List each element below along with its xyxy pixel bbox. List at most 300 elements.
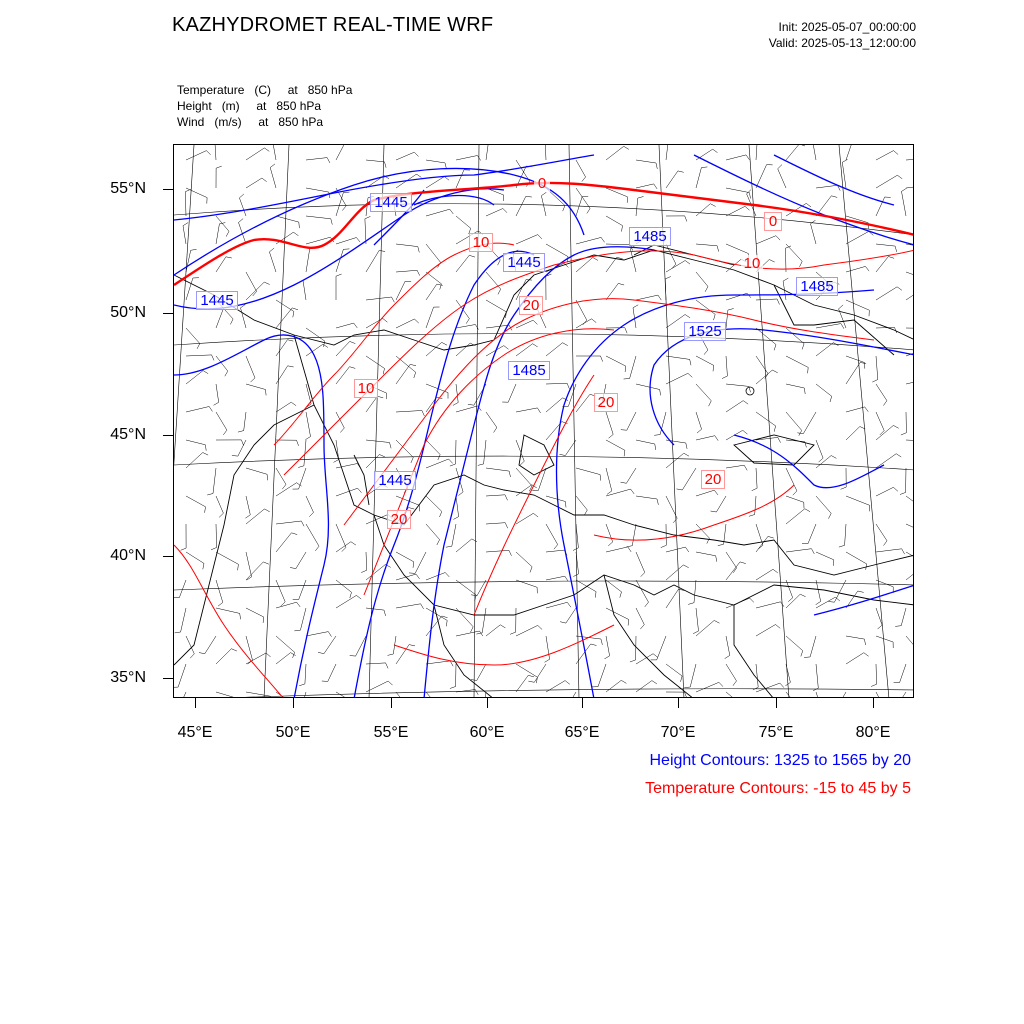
wind-barb — [906, 440, 914, 441]
height-contour-label: 1445 — [374, 471, 416, 490]
wind-barb-feather — [411, 457, 413, 463]
wind-barb-feather — [583, 320, 587, 325]
wind-barb-feather — [828, 513, 831, 518]
wind-barb — [606, 216, 623, 226]
wind-barb — [246, 384, 266, 390]
wind-barb-feather — [749, 515, 755, 517]
wind-barb-feather — [591, 644, 597, 646]
wind-barb-feather — [772, 370, 777, 373]
wind-barb — [546, 398, 563, 412]
wind-barb — [786, 412, 802, 430]
wind-barb — [696, 490, 714, 496]
wind-barb — [216, 412, 227, 430]
wind-barb-feather — [262, 178, 267, 182]
wind-barb-feather — [356, 238, 360, 243]
wind-barb — [396, 319, 414, 328]
wind-barb-feather — [266, 390, 267, 396]
wind-barb-feather — [383, 368, 384, 374]
wind-barb-feather — [897, 287, 902, 291]
wind-barb — [269, 252, 276, 272]
wind-barb — [598, 664, 606, 687]
wind-barb — [876, 257, 888, 273]
wind-barb-feather — [350, 592, 352, 598]
wind-barb — [426, 272, 441, 284]
height-contour-label: 1445 — [370, 193, 412, 212]
wind-barb-feather — [291, 402, 296, 406]
wind-barb — [186, 440, 205, 445]
wind-barb — [306, 158, 327, 160]
wind-barb — [778, 169, 786, 188]
wind-barb — [546, 550, 564, 552]
wind-barb-feather — [334, 460, 339, 463]
wind-barb — [299, 580, 306, 600]
wind-barb — [576, 496, 587, 510]
wind-barb — [846, 636, 864, 639]
lon-tick — [293, 698, 294, 708]
wind-barb-feather — [709, 401, 712, 406]
wind-barb — [246, 148, 264, 160]
wind-barb-feather — [226, 257, 232, 258]
wind-barb — [546, 383, 567, 384]
wind-barb-feather — [626, 546, 632, 547]
wind-barb-feather — [327, 158, 330, 163]
wind-barb — [486, 625, 500, 636]
wind-barb — [846, 356, 865, 363]
wind-barb-feather — [421, 604, 424, 609]
wind-barb — [456, 255, 469, 272]
wind-barb — [336, 145, 347, 160]
wind-barb — [186, 496, 206, 507]
wind-barb-feather — [745, 206, 750, 210]
wind-barb-feather — [878, 625, 883, 629]
wind-barb-feather — [592, 319, 597, 323]
wind-barb-feather — [841, 324, 844, 329]
wind-barb-feather — [902, 188, 907, 191]
wind-barb-feather — [714, 620, 719, 623]
wind-barb — [216, 216, 229, 231]
wind-barb-feather — [701, 167, 707, 168]
wind-barb-feather — [652, 681, 657, 684]
height-contour-label: 1525 — [684, 322, 726, 341]
wind-barb-feather — [498, 260, 501, 265]
wind-barb — [396, 281, 405, 300]
wind-barb — [876, 549, 902, 552]
wind-barb — [756, 602, 781, 608]
wind-barb — [716, 496, 726, 512]
wind-barb-feather — [894, 151, 899, 155]
wind-barb — [300, 692, 306, 698]
wind-barb-feather — [563, 343, 568, 346]
wind-barb — [696, 244, 717, 246]
wind-barb-feather — [282, 484, 286, 489]
wind-barb — [786, 549, 812, 552]
wind-barb — [516, 675, 528, 692]
wind-barb — [216, 384, 219, 402]
wind-barb — [516, 664, 537, 677]
wind-barb — [452, 524, 456, 546]
wind-barb — [846, 552, 867, 564]
wind-barb — [426, 524, 440, 540]
wind-barb-feather — [301, 521, 304, 526]
wind-barb-feather — [660, 390, 661, 396]
wind-barb — [606, 680, 621, 692]
wind-barb — [546, 636, 550, 659]
wind-barb — [396, 364, 410, 384]
wind-barb — [876, 487, 893, 496]
temperature-contour-label: 20 — [594, 393, 618, 412]
wind-barb — [482, 608, 486, 633]
wind-barb — [306, 249, 310, 272]
wind-barb-feather — [641, 573, 645, 577]
wind-barb-feather — [714, 490, 718, 495]
map-canvas — [174, 145, 914, 698]
wind-barb-feather — [253, 291, 257, 296]
wind-barb — [756, 370, 772, 384]
wind-barb-feather — [773, 569, 778, 573]
wind-barb-feather — [342, 547, 346, 551]
wind-barb — [276, 300, 294, 312]
wind-barb-feather — [884, 541, 888, 546]
wind-barb-feather — [437, 284, 443, 285]
wind-barb-feather — [203, 371, 208, 374]
wind-barb-feather — [388, 654, 394, 655]
wind-barb-feather — [715, 436, 718, 441]
wind-barb-feather — [883, 401, 887, 406]
wind-barb — [305, 664, 306, 684]
wind-barb-feather — [533, 320, 537, 324]
wind-barb — [246, 509, 265, 524]
wind-barb — [803, 412, 816, 434]
wind-barb-feather — [654, 435, 660, 436]
wind-barb-feather — [528, 681, 534, 682]
wind-barb — [306, 412, 311, 437]
wind-barb-feather — [409, 645, 415, 646]
wind-barb — [336, 323, 354, 328]
wind-barb-feather — [263, 562, 269, 564]
wind-barb-feather — [839, 545, 845, 547]
wind-barb-feather — [865, 266, 869, 271]
wind-barb — [216, 552, 238, 564]
wind-barb-feather — [601, 237, 605, 242]
wind-barb-feather — [880, 431, 884, 435]
wind-barb — [816, 343, 833, 356]
wind-barb — [606, 440, 625, 450]
wind-barb — [876, 664, 877, 684]
wind-barb-feather — [520, 461, 524, 465]
wind-barb — [241, 308, 247, 328]
wind-barb — [786, 636, 803, 651]
wind-barb — [456, 170, 464, 188]
wind-barb-feather — [190, 654, 194, 658]
wind-barb — [657, 636, 666, 660]
wind-barb — [456, 384, 458, 403]
wind-barb-feather — [624, 379, 630, 380]
wind-barb — [216, 309, 223, 328]
wind-barb-feather — [466, 319, 469, 324]
wind-barb-feather — [774, 345, 776, 351]
wind-barb — [682, 468, 696, 490]
wind-barb-feather — [630, 660, 636, 662]
wind-barb — [906, 159, 914, 161]
wind-barb-feather — [713, 365, 714, 371]
wind-barb-feather — [601, 356, 603, 362]
wind-barb-feather — [175, 632, 181, 633]
wind-barb — [876, 151, 894, 160]
wind-barb-feather — [640, 625, 644, 630]
wind-barb — [396, 574, 416, 580]
wind-barb-feather — [223, 430, 227, 435]
wind-barb-feather — [584, 510, 587, 515]
wind-barb-feather — [358, 488, 362, 493]
wind-barb-feather — [740, 562, 746, 564]
wind-barb-feather — [684, 453, 689, 456]
wind-barb — [876, 454, 896, 468]
wind-barb — [812, 145, 816, 160]
wind-barb-feather — [205, 445, 206, 451]
wind-barb — [816, 692, 824, 698]
wind-barb — [816, 456, 831, 469]
wind-barb-feather — [386, 663, 389, 669]
wind-barb — [876, 356, 878, 380]
latitude-label: 35°N — [110, 669, 146, 686]
wind-barb-feather — [292, 533, 298, 535]
wind-barb — [186, 151, 206, 160]
wind-barb — [546, 343, 563, 356]
wind-barb — [456, 496, 459, 517]
wind-barb-feather — [475, 690, 478, 695]
wind-barb-feather — [656, 163, 657, 169]
wind-barb — [456, 608, 473, 627]
wind-barb — [365, 219, 366, 244]
latitude-label: 55°N — [110, 180, 146, 197]
temperature-contour-label: 0 — [764, 212, 782, 231]
wind-barb-feather — [719, 682, 723, 686]
wind-barb — [336, 542, 351, 552]
wind-barb-feather — [560, 622, 566, 623]
wind-barb — [246, 282, 264, 300]
wind-barb — [186, 407, 209, 413]
wind-barb — [456, 690, 475, 693]
wind-barb — [213, 468, 216, 494]
wind-barb — [306, 524, 319, 546]
wind-barb — [694, 580, 696, 603]
wind-barb — [906, 185, 914, 188]
wind-barb — [630, 356, 636, 379]
wind-barb — [876, 244, 895, 246]
wind-barb — [811, 224, 817, 244]
wind-barb-feather — [769, 260, 774, 263]
wind-barb — [215, 145, 216, 160]
wind-barb-feather — [806, 203, 811, 207]
wind-barb — [306, 188, 329, 192]
wind-barb-feather — [655, 444, 656, 450]
wind-barb-feather — [621, 680, 626, 683]
wind-barb — [216, 257, 226, 272]
wind-barb — [541, 196, 546, 216]
wind-barb-feather — [356, 595, 361, 599]
wind-barb — [696, 412, 702, 429]
wind-barb — [876, 175, 897, 188]
wind-barb-feather — [449, 459, 453, 463]
wind-barb — [666, 171, 678, 188]
wind-barb — [845, 524, 846, 545]
wind-barb-feather — [776, 236, 780, 240]
wind-barb-feather — [239, 194, 244, 198]
wind-barb — [666, 145, 669, 160]
wind-barb-feather — [778, 437, 781, 442]
wind-barb-feather — [211, 548, 217, 550]
wind-barb — [606, 608, 629, 620]
wind-barb — [336, 412, 344, 428]
wind-barb-feather — [318, 652, 324, 653]
wind-barb — [726, 188, 749, 193]
wind-barb — [816, 580, 821, 601]
wind-barb-feather — [379, 455, 385, 457]
wind-barb-feather — [902, 549, 905, 554]
wind-barb — [846, 145, 854, 160]
wind-barb — [546, 496, 565, 502]
wind-barb-feather — [601, 639, 603, 645]
wind-barb — [534, 664, 546, 682]
wind-barb-feather — [422, 411, 425, 417]
wind-barb-feather — [450, 464, 456, 466]
wind-barb — [696, 620, 714, 636]
wind-barb-feather — [203, 563, 204, 569]
wind-barb — [336, 440, 339, 460]
wind-barb-feather — [897, 175, 902, 179]
wind-barb-feather — [631, 489, 635, 494]
wind-barb — [906, 290, 914, 300]
wind-barb — [756, 468, 757, 488]
wind-barb-feather — [379, 250, 385, 251]
graticule — [174, 145, 914, 698]
wind-barb-feather — [509, 471, 510, 477]
wind-barb-feather — [693, 631, 698, 634]
wind-barb — [477, 664, 486, 680]
wind-barb-feather — [811, 220, 816, 224]
temperature-contour-label: 20 — [519, 296, 543, 315]
init-time: Init: 2025-05-07_00:00:00 — [778, 20, 916, 34]
wind-barb-feather — [245, 515, 250, 518]
wind-barb-feather — [292, 308, 298, 310]
map-panel — [173, 144, 914, 698]
wind-barb — [666, 356, 690, 359]
wind-barb — [696, 524, 709, 538]
wind-barb — [546, 681, 565, 692]
wind-barb-feather — [621, 482, 627, 483]
wind-barb-feather — [657, 499, 658, 505]
wind-barb — [810, 636, 816, 657]
wind-barb-feather — [618, 283, 624, 285]
wind-barb — [627, 412, 636, 430]
wind-barb-feather — [697, 429, 702, 433]
temperature-contour-label: 10 — [741, 255, 763, 272]
wind-barb-feather — [718, 544, 724, 546]
wind-barb-feather — [293, 312, 294, 318]
wind-barb-feather — [299, 222, 300, 228]
wind-barb-feather — [776, 625, 781, 629]
wind-barb — [906, 378, 914, 384]
wind-barb — [906, 524, 914, 532]
wind-barb-feather — [805, 509, 810, 512]
wind-barb — [724, 524, 726, 544]
wind-barb — [426, 209, 450, 216]
wind-barb — [816, 496, 831, 513]
wind-barb-feather — [793, 491, 797, 495]
temperature-contour-label: 20 — [701, 470, 725, 489]
wind-barb-feather — [746, 155, 750, 160]
wind-barb-feather — [683, 565, 688, 568]
wind-barb-feather — [842, 159, 847, 162]
wind-barb-feather — [665, 277, 671, 279]
wind-barb — [546, 524, 558, 545]
wind-barb — [366, 608, 384, 610]
wind-barb — [216, 608, 240, 613]
wind-barb — [876, 384, 887, 401]
wind-barb-feather — [563, 206, 565, 212]
wind-barb — [696, 356, 714, 365]
wind-barb — [696, 682, 719, 692]
wind-barb-feather — [309, 512, 313, 516]
wind-barb-feather — [638, 197, 644, 199]
wind-barb-feather — [294, 630, 300, 631]
wind-barb — [726, 206, 745, 216]
wind-barb — [726, 552, 737, 568]
wind-barb-feather — [458, 492, 463, 496]
wind-barb-feather — [768, 536, 774, 538]
wind-barb-feather — [800, 594, 805, 597]
wind-barb-feather — [231, 649, 237, 651]
wind-barb — [516, 408, 537, 412]
wind-barb — [786, 248, 787, 272]
wind-barb-feather — [685, 216, 687, 222]
wind-barb-feather — [533, 344, 538, 347]
wind-barb-feather — [181, 548, 187, 550]
wind-barb — [216, 580, 223, 602]
longitude-label: 65°E — [564, 724, 600, 741]
wind-barb-feather — [468, 404, 474, 405]
wind-barb-feather — [783, 278, 788, 281]
wind-barb-feather — [409, 508, 415, 510]
wind-barb-feather — [219, 513, 223, 517]
wind-barb — [576, 160, 586, 177]
wind-barb — [636, 198, 638, 216]
field-height: Height (m) at 850 hPa — [177, 99, 322, 113]
wind-barb-feather — [417, 174, 422, 177]
wind-barb-feather — [595, 592, 596, 598]
wind-barb-feather — [625, 366, 626, 372]
wind-barb — [324, 636, 336, 654]
wind-barb — [336, 193, 343, 217]
wind-barb — [366, 440, 390, 443]
wind-barb-feather — [469, 255, 475, 257]
wind-barb — [696, 149, 713, 160]
wind-barb — [508, 384, 516, 402]
wind-barb — [216, 692, 237, 698]
wind-barb — [516, 468, 532, 486]
wind-barb-feather — [658, 295, 661, 300]
wind-barb-feather — [688, 373, 692, 377]
wind-barb-feather — [645, 602, 649, 607]
lon-tick — [873, 698, 874, 708]
wind-barb — [846, 300, 869, 310]
wind-barb — [636, 608, 644, 625]
wind-barb — [396, 244, 418, 247]
wind-barb — [246, 552, 252, 577]
field-descriptions — [177, 82, 352, 130]
wind-barb-feather — [609, 434, 614, 438]
wind-barb — [246, 692, 270, 696]
